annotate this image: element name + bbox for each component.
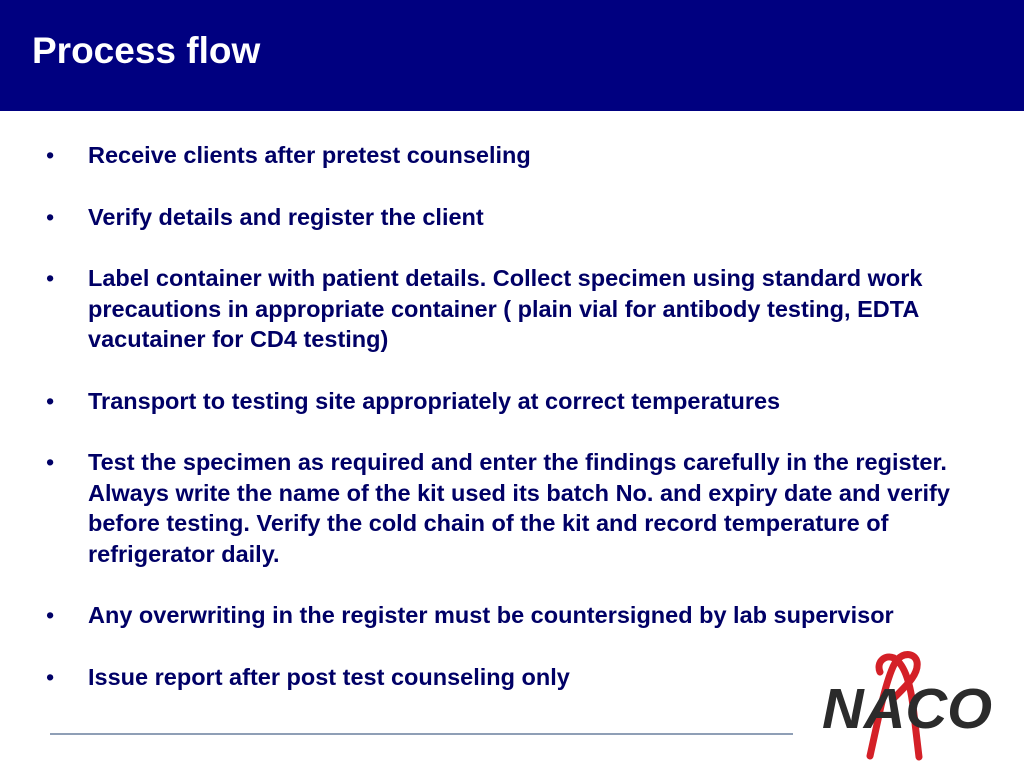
bullet-marker: •: [46, 203, 55, 230]
slide-title: Process flow: [32, 30, 261, 71]
bullet-marker: •: [46, 663, 55, 690]
bullet-list: [42, 140, 977, 723]
bullet-item: [42, 202, 977, 233]
bullet-marker: •: [46, 449, 55, 475]
bullet-marker: •: [46, 142, 55, 168]
bullet-marker: •: [46, 265, 55, 291]
logo-text: NACO: [822, 677, 992, 741]
bullet-item: [42, 386, 977, 417]
bullet-text: Label container with patient details. Collect specimen using standard work precautions in appropriate container ( plain vial for antibody testing, EDTA vacutainer for CD4 testing): [88, 265, 923, 352]
bullet-item: [42, 263, 977, 355]
footer-divider: [50, 733, 793, 735]
bullet-marker: •: [46, 602, 55, 628]
bullet-text: Issue report after post test counseling only: [88, 663, 570, 690]
bullet-text: Verify details and register the client: [88, 203, 484, 230]
bullet-item: [42, 600, 977, 631]
bullet-text: Test the specimen as required and enter the findings carefully in the register. Always write the name of the kit used its batch No. and expiry date and verify before testing. Verify the cold chain of the kit and record temperature of refrigerator daily.: [88, 449, 950, 567]
bullet-marker: •: [46, 387, 55, 414]
title-bar: [0, 0, 1024, 111]
bullet-text: Transport to testing site appropriately at correct temperatures: [88, 387, 781, 414]
bullet-text: Receive clients after pretest counseling: [88, 142, 531, 168]
bullet-item: [42, 140, 977, 171]
bullet-text: Any overwriting in the register must be countersigned by lab supervisor: [88, 602, 894, 628]
bullet-item: [42, 447, 977, 569]
naco-logo: [818, 650, 1000, 762]
